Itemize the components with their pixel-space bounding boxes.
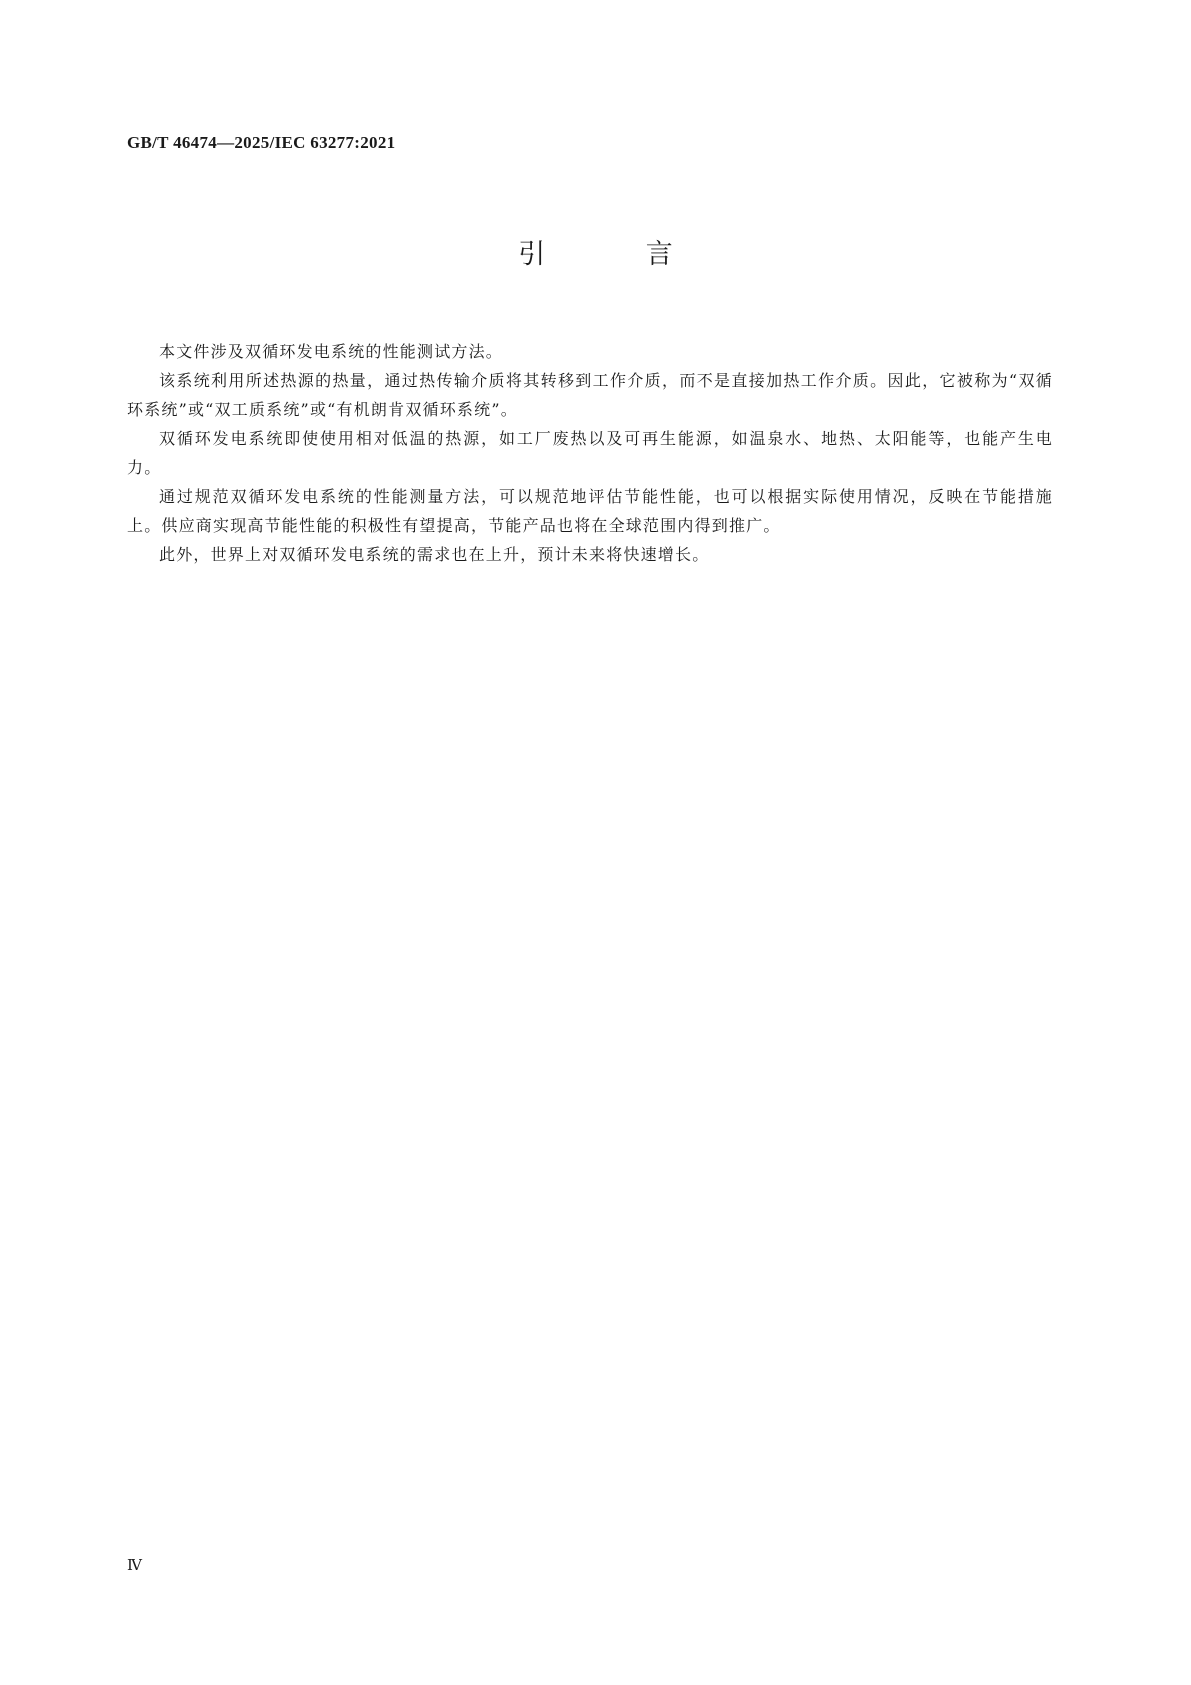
page-title: 引 言 bbox=[518, 239, 719, 270]
paragraph-scope: 本文件涉及双循环发电系统的性能测试方法。 bbox=[159, 342, 504, 361]
paragraph-demand: 此外，世界上对双循环发电系统的需求也在上升，预计未来将快速增长。 bbox=[159, 545, 710, 564]
body-text bbox=[127, 337, 1053, 569]
standard-code: GB/T 46474—2025/IEC 63277:2021 bbox=[127, 133, 396, 152]
paragraph-measurement-benefits: 通过规范双循环发电系统的性能测量方法，可以规范地评估节能性能，也可以根据实际使用情况，反映在节能措施上。供应商实现高节能性能的积极性有望提高，节能产品也将在全球范围内得到推广。 bbox=[127, 487, 1053, 535]
page-number: Ⅳ bbox=[127, 1558, 142, 1574]
paragraph-heat-sources: 双循环发电系统即使使用相对低温的热源，如工厂废热以及可再生能源，如温泉水、地热、太阳能等，也能产生电力。 bbox=[127, 429, 1053, 477]
paragraph-system-description: 该系统利用所述热源的热量，通过热传输介质将其转移到工作介质，而不是直接加热工作介质。因此，它被称为“双循环系统”或“双工质系统”或“有机朗肯双循环系统”。 bbox=[127, 371, 1053, 419]
